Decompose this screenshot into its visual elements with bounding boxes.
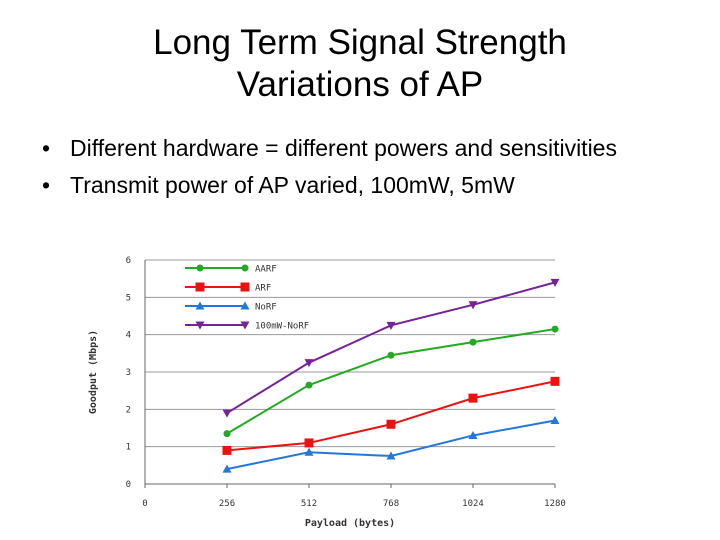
bullet-dot-icon: •: [42, 135, 51, 161]
goodput-chart-svg: [80, 248, 580, 535]
data-point-arf: [469, 394, 478, 403]
legend-label-aarf: AARF: [255, 264, 277, 275]
slide-title: [0, 22, 720, 106]
goodput-chart: [80, 248, 580, 535]
x-tick-label: 512: [300, 499, 318, 509]
series-line-aarf: [227, 329, 555, 434]
x-tick-label: 1280: [544, 499, 566, 509]
y-tick-label: 4: [125, 330, 131, 341]
bullet-text: Different hardware = different powers and sensitivities: [70, 135, 617, 161]
y-tick-label: 5: [125, 293, 131, 304]
data-point-arf: [387, 420, 396, 429]
x-axis-label: Payload (bytes): [304, 518, 396, 529]
legend-label-arf: ARF: [255, 283, 272, 294]
data-point-norf: [551, 416, 560, 424]
legend-marker-aarf: [197, 265, 204, 272]
legend-marker-arf: [241, 283, 250, 292]
title-line-1: Long Term Signal Strength: [153, 23, 567, 62]
x-tick-label: 0: [142, 499, 148, 509]
x-tick-label: 1024: [462, 499, 484, 509]
data-point-arf: [305, 438, 314, 447]
x-tick-label: 256: [218, 499, 236, 509]
y-tick-label: 2: [125, 405, 131, 416]
data-point-arf: [223, 446, 232, 455]
legend-label-norf: NoRF: [255, 302, 277, 313]
bullet-list: [42, 133, 692, 207]
data-point-aarf: [306, 382, 313, 389]
data-point-100mw-norf: [305, 359, 314, 367]
bullet-dot-icon: •: [42, 172, 51, 198]
bullet-text: Transmit power of AP varied, 100mW, 5mW: [70, 172, 515, 198]
data-point-aarf: [470, 339, 477, 346]
y-tick-label: 1: [125, 442, 131, 453]
y-axis-label: Goodput (Mbps): [88, 329, 99, 415]
data-point-aarf: [224, 430, 231, 437]
series-line-arf: [227, 381, 555, 450]
legend-label-100mw-norf: 100mW-NoRF: [255, 321, 310, 332]
data-point-aarf: [552, 326, 559, 333]
title-line-2: Variations of AP: [236, 65, 484, 104]
data-point-arf: [551, 377, 560, 386]
y-tick-label: 0: [125, 480, 131, 490]
y-tick-label: 3: [125, 368, 131, 378]
bullet-item: [42, 133, 692, 163]
bullet-item: [42, 170, 692, 200]
y-tick-label: 6: [125, 256, 131, 266]
legend-marker-aarf: [242, 265, 249, 272]
data-point-aarf: [388, 352, 395, 359]
legend-marker-arf: [196, 283, 205, 292]
x-tick-label: 768: [382, 499, 400, 509]
data-point-100mw-norf: [223, 410, 232, 418]
